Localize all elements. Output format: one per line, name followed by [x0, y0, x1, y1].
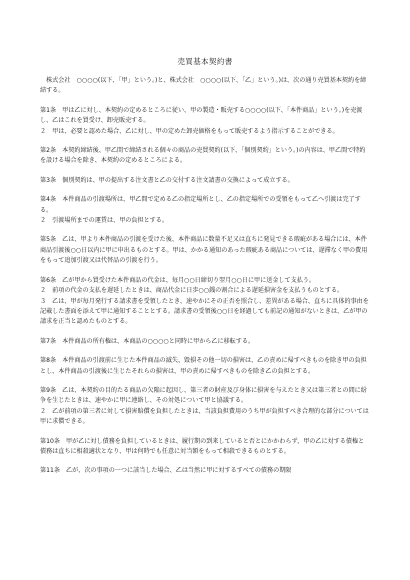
article-4-clause-2: ２ 引渡場所までの運賃は、甲の負担とする。	[40, 217, 168, 225]
article-8: 第8条 本件商品の引渡前に生じた本件商品の滅失、毀損その他一切の損害は、乙の責めに帰すべきものを除き甲の負担とし、本件商品の引渡後に生じたそれらの損害は、甲の責めに帰すべきものを除き乙の負担とする。	[40, 357, 367, 375]
article-2: 第2条 本契約締結後、甲乙間で締結される個々の商品の売買契約(以下、「個別契約」という。)の内容は、甲乙間で特約を設ける場合を除き、本契約の定めるところによる。	[40, 147, 366, 165]
article-7: 第7条 本件商品の所有権は、本商品の○○○○と同時に甲から乙に移転する。	[40, 337, 255, 345]
article-4: 第4条 本件商品の引渡場所は、甲乙間で定める乙の指定場所とし、乙の指定場所での受領をもって乙へ引渡は完了する。	[40, 196, 361, 214]
article-6-clause-2: ２ 前項の代金の支払を遅延したときは、商品代金に日歩○○銭の割合による遅延損害金を支払うものとする。	[40, 287, 344, 295]
article-3: 第3条 個別契約は、甲の提出する注文書と乙の交付する注文請書の交換によって成立する。	[40, 176, 294, 184]
article-1-clause-2: ２ 甲は、必要と認めた場合、乙に対し、甲の定めた卸売価格をもって販売するよう指示することができる。	[40, 127, 339, 135]
article-5: 第5条 乙は、甲より本件商品の引渡を受けた後、本件商品に数量不足又は直ちに発見できる瑕疵がある場合には、本件商品引渡後○○日以内に甲に申出るものとする。甲は、かかる通知のあった瑕疵ある商品については、遅滞なく甲の費用をもって追加引渡又は代替品の引渡を行う。	[40, 236, 368, 265]
article-11: 第11条 乙が、次の事項の一つに該当した場合、乙は当然に甲に対するすべての債務の期限	[40, 467, 292, 475]
article-1: 第1条 甲は乙に対し、本契約の定めるところに従い、甲の製造・販売する○○○○(以下、「本件商品」という。)を売渡し、乙はこれを買受け、卸売販売する。	[40, 106, 363, 125]
article-9-clause-2: ２ 乙が前項の第三者に対して損害賠償を負担したときは、当該負担費用のうち甲が負担すべき合理的な部分については甲に求償できる。	[40, 407, 369, 426]
preamble: 株式会社 ○○○○(以下、「甲」という。)と、株式会社 ○○○○(以下、「乙」という。)は、次の通り売買基本契約を締結する。	[40, 77, 367, 95]
document-title: 売買基本契約書	[177, 57, 233, 66]
article-6-clause-3: ３ 乙は、甲が毎月発行する請求書を受領したとき、速やかにその正否を照合し、差異がある場合、直ちに具体的事由を記載した書面を添えて甲に通知することとする。請求書の受領後○○日を経過しても前記の通知がないときは、乙が甲の請求を正当と認めたものとする。	[40, 297, 369, 326]
article-9: 第9条 乙は、本契約の目的たる商品の欠陥に起因し、第三者の財産及び身体に損害を与えたとき又は第三者との間に紛争を生じたときは、速やかに甲に連絡し、その対処について甲と協議する。	[40, 386, 367, 405]
article-6: 第6条 乙が甲から買受けた本件商品の代金は、毎月○○日締切り翌月○○日に甲に送金して支払う。	[40, 276, 315, 284]
article-10: 第10条 甲が乙に対し債務を負担しているときは、履行期の到来していると否とにかかわらず、甲の乙に対する債権と債務は直ちに相殺適状となり、甲は何時でも任意に対当額をもって相殺できるものとする。	[40, 437, 365, 455]
